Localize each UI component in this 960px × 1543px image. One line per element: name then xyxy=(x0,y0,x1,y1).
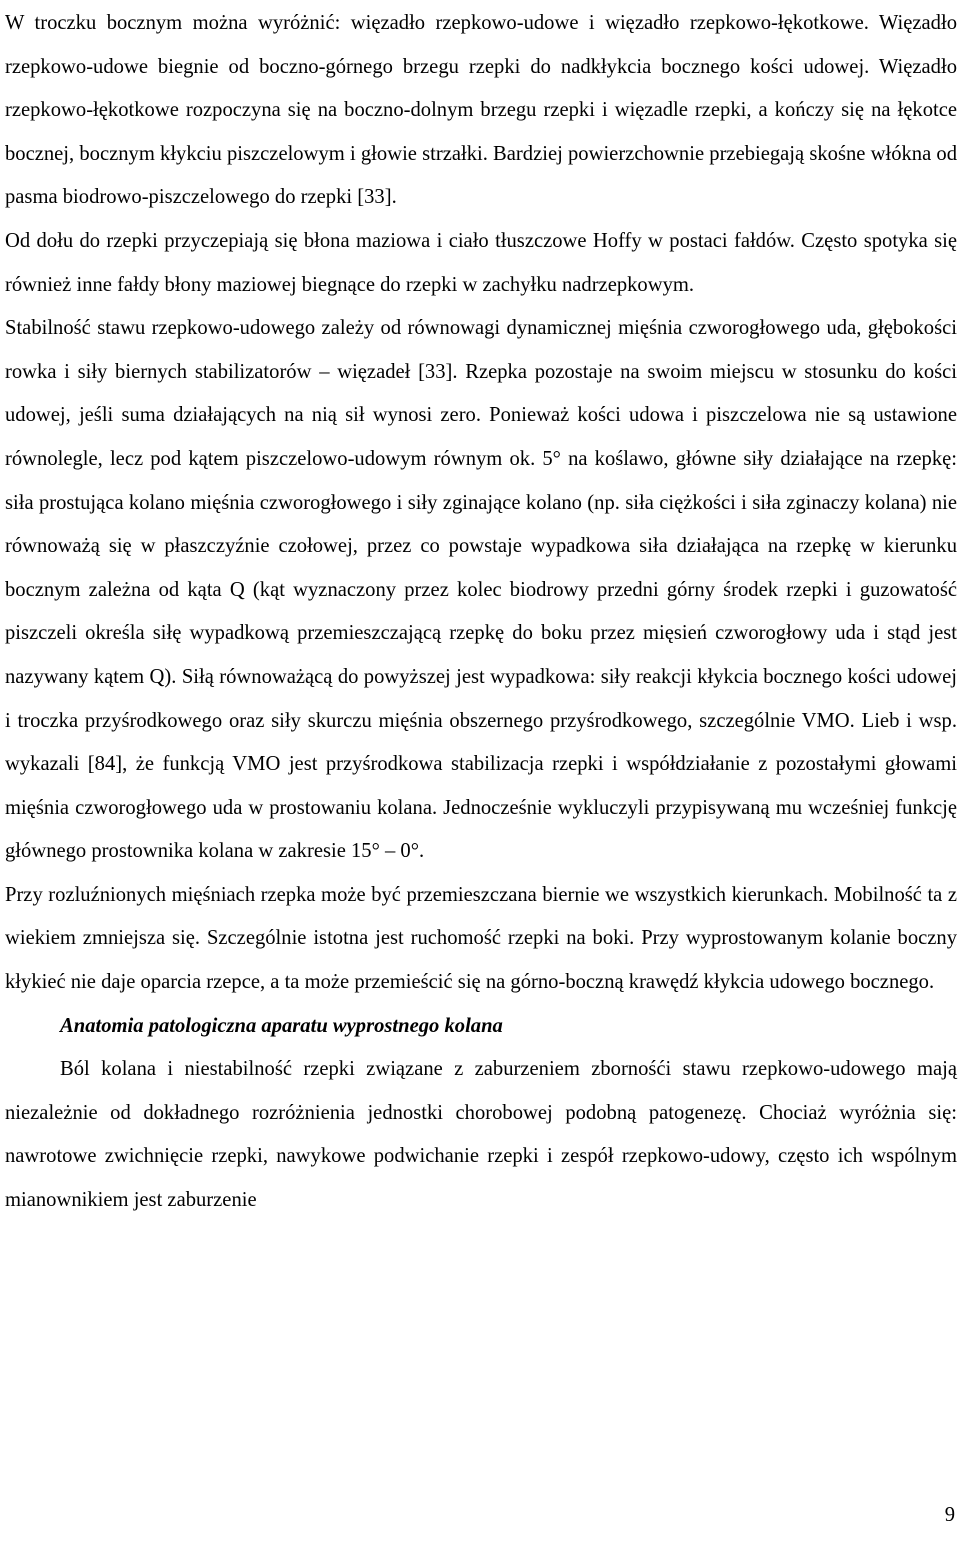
paragraph-patella-mobility: Przy rozluźnionych mięśniach rzepka może być przemieszczana biernie we wszystkich kierunkach. Mobilność ta z wiekiem zmniejsza się. Szczególnie istotna jest ruchomość rzepki na boki. Przy wyprostowanym kolanie boczny kłykieć nie daje oparcia rzepce, a ta może przemieścić się na górno-boczną krawędź kłykcia udowego bocznego. xyxy=(5,883,957,994)
paragraph-patellofemoral-stability: Stabilność stawu rzepkowo-udowego zależy od równowagi dynamicznej mięśnia czworogłowego uda, głębokości rowka i siły biernych stabilizatorów – więzadeł [33]. Rzepka pozostaje na swoim miejscu w stosunku do kości udowej, jeśli suma działających na nią sił wynosi zero. Ponieważ kości udowa i piszczelowa nie są ustawione równolegle, lecz pod kątem piszczelowo-udowym równym ok. 5° na koślawo, główne siły działające na rzepkę: siła prostująca kolano mięśnia czworogłowego i siły zginające kolano (np. siła ciężkości i siła zginaczy kolana) nie równoważą się w płaszczyźnie czołowej, przez co powstaje wypadkowa siła działająca na rzepkę w kierunku bocznym zależna od kąta Q (kąt wyznaczony przez kolec biodrowy przedni górny środek rzepki i guzowatość piszczeli określa siłę wypadkową przemieszczającą rzepkę do boku przez mięsień czworogłowy uda i stąd jest nazywany kątem Q). Siłą równoważącą do powyższej jest wypadkowa: siły reakcji kłykcia bocznego kości udowej i troczka przyśrodkowego oraz siły skurczu mięśnia obszernego przyśrodkowego, szczególnie VMO. Lieb i wsp. wykazali [84], że funkcją VMO jest przyśrodkowa stabilizacja rzepki i współdziałanie z pozostałymi głowami mięśnia czworogłowego uda w prostowaniu kolana. Jednocześnie wykluczyli przypisywaną mu wcześniej funkcję głównego prostownika kolana w zakresie 15° – 0°. xyxy=(5,317,957,863)
paragraph-pathology: Ból kolana i niestabilność rzepki związane z zaburzeniem zbornośći stawu rzepkowo-udowego mają niezależnie od dokładnego rozróżnienia jednostki chorobowej podobną patogenezę. Chociaż wyróżnia się: nawrotowe zwichnięcie rzepki, nawykowe podwichanie rzepki i zespół rzepkowo-udowy, często ich wspólnym mianownikiem jest zaburzenie xyxy=(5,1058,957,1212)
page-number: 9 xyxy=(944,1504,955,1526)
document-page xyxy=(5,2,957,1223)
paragraph-synovial-folds: Od dołu do rzepki przyczepiają się błona maziowa i ciało tłuszczowe Hoffy w postaci fałdów. Często spotyka się również inne fałdy błony maziowej biegnące do rzepki w zachyłku nadrzepkowym. xyxy=(5,229,957,296)
paragraph-lateral-retinaculum: W troczku bocznym można wyróżnić: więzadło rzepkowo-udowe i więzadło rzepkowo-łękotkowe. Więzadło rzepkowo-udowe biegnie od boczno-górnego brzegu rzepki do nadkłykcia bocznego kości udowej. Więzadło rzepkowo-łękotkowe rozpoczyna się na boczno-dolnym brzegu rzepki i więzadle rzepki, a kończy się na łękotce bocznej, bocznym kłykciu piszczelowym i głowie strzałki. Bardziej powierzchownie przebiegają skośne włókna od pasma biodrowo-piszczelowego do rzepki [33]. xyxy=(5,12,957,209)
section-heading: Anatomia patologiczna aparatu wyprostnego kolana xyxy=(60,1014,503,1037)
